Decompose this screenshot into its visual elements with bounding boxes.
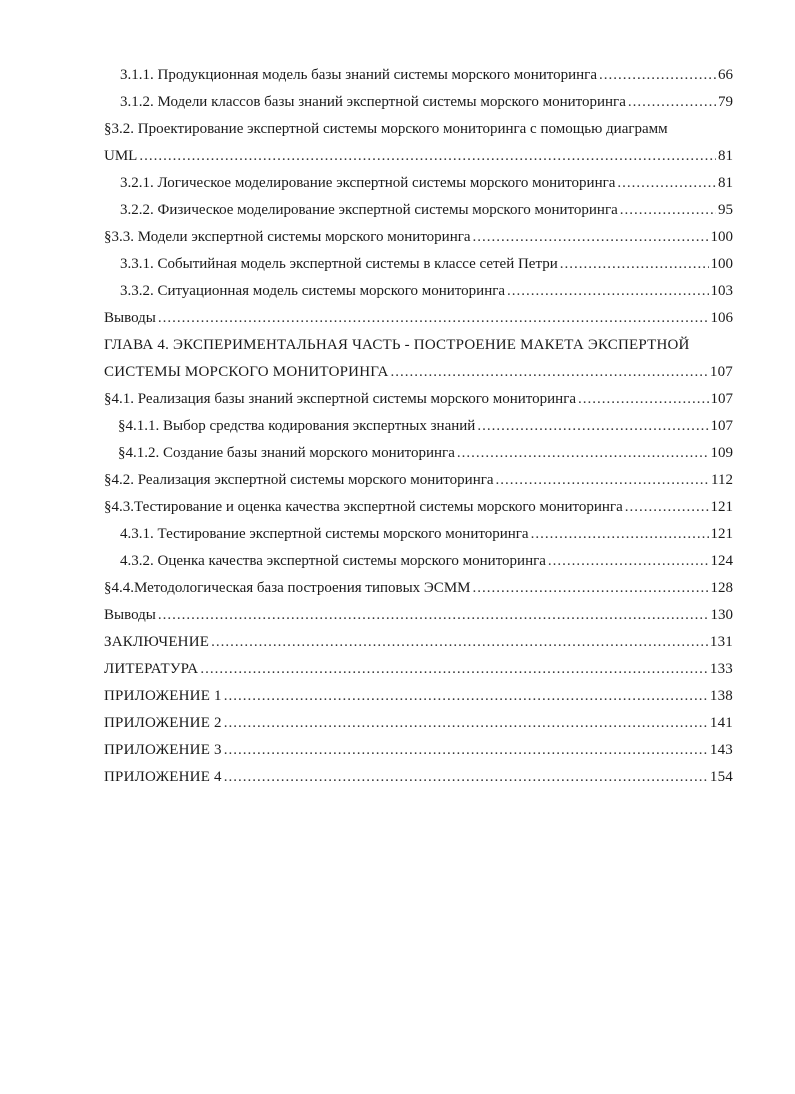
toc-leader-dots	[531, 521, 709, 548]
toc-entry-page: 103	[710, 283, 733, 299]
toc-entry-title: 3.3.2. Ситуационная модель системы морского мониторинга	[120, 283, 506, 299]
toc-entry[interactable]	[104, 494, 733, 521]
toc-leader-dots	[599, 62, 716, 89]
toc-entry[interactable]	[104, 143, 733, 170]
toc-entry-page: 95	[718, 202, 733, 218]
toc-entry-title: UML	[104, 148, 138, 164]
toc-entry-title: ЗАКЛЮЧЕНИЕ	[104, 634, 210, 650]
toc-entry-title: §4.1. Реализация базы знаний экспертной системы морского мониторинга	[104, 391, 577, 407]
toc-leader-dots	[477, 413, 708, 440]
toc-entry[interactable]	[104, 62, 733, 89]
toc-entry[interactable]	[104, 656, 733, 683]
toc-entry-page: 141	[709, 715, 733, 731]
toc-entry-page: 112	[711, 472, 733, 488]
toc-entry-title: СИСТЕМЫ МОРСКОГО МОНИТОРИНГА	[104, 364, 389, 380]
toc-leader-dots	[158, 602, 709, 629]
toc-entry-title: Выводы	[104, 310, 156, 326]
toc-entry[interactable]	[104, 224, 733, 251]
toc-leader-dots	[224, 764, 708, 791]
toc-entry-page: 124	[710, 553, 733, 569]
toc-entry[interactable]	[104, 440, 733, 467]
toc-entry-page: 128	[710, 580, 733, 596]
toc-entry-title: 3.2.1. Логическое моделирование экспертной системы морского мониторинга	[120, 175, 616, 191]
toc-entry[interactable]	[104, 170, 733, 197]
toc-entry-title: 3.1.1. Продукционная модель базы знаний системы морского мониторинга	[120, 67, 597, 83]
toc-entry-page: 131	[709, 634, 733, 650]
toc-entry-title: Выводы	[104, 607, 156, 623]
toc-leader-dots	[224, 683, 708, 710]
toc-leader-dots	[224, 710, 708, 737]
toc-leader-dots	[457, 440, 709, 467]
toc-entry-page: 106	[710, 310, 733, 326]
toc-entry-title: ПРИЛОЖЕНИЕ 2	[104, 715, 222, 731]
toc-leader-dots	[139, 143, 716, 170]
toc-entry-title: 4.3.1. Тестирование экспертной системы морского мониторинга	[120, 526, 529, 542]
toc-entry-title: §4.4.Методологическая база построения типовых ЭСММ	[104, 580, 471, 596]
toc-entry-page: 133	[709, 661, 733, 677]
toc-entry-page: 100	[710, 229, 733, 245]
toc-entry-title: ПРИЛОЖЕНИЕ 1	[104, 688, 222, 704]
toc-leader-dots	[211, 629, 708, 656]
toc-leader-dots	[617, 170, 716, 197]
toc-leader-dots	[200, 656, 708, 683]
toc-entry-page: 138	[709, 688, 733, 704]
toc-entry[interactable]	[104, 710, 733, 737]
toc-entry[interactable]	[104, 116, 733, 143]
toc-entry[interactable]	[104, 359, 733, 386]
toc-entry-page: 79	[718, 94, 733, 110]
toc-entry-page: 107	[710, 391, 733, 407]
toc-entry-page: 81	[718, 148, 733, 164]
toc-leader-dots	[507, 278, 708, 305]
toc-leader-dots	[391, 359, 708, 386]
toc-entry[interactable]	[104, 629, 733, 656]
toc-entry[interactable]	[104, 386, 733, 413]
toc-entry[interactable]	[104, 305, 733, 332]
toc-entry-title: §4.1.1. Выбор средства кодирования экспертных знаний	[118, 418, 476, 434]
toc-entry[interactable]	[104, 89, 733, 116]
toc-entry-title: ПРИЛОЖЕНИЕ 3	[104, 742, 222, 758]
toc-leader-dots	[496, 467, 710, 494]
toc-leader-dots	[625, 494, 709, 521]
toc-entry[interactable]	[104, 602, 733, 629]
table-of-contents	[104, 62, 733, 791]
toc-leader-dots	[560, 251, 709, 278]
toc-entry-page: 121	[710, 526, 733, 542]
toc-entry-title: ПРИЛОЖЕНИЕ 4	[104, 769, 222, 785]
toc-leader-dots	[620, 197, 716, 224]
toc-entry[interactable]	[104, 251, 733, 278]
toc-entry-title: ЛИТЕРАТУРА	[104, 661, 199, 677]
toc-leader-dots	[473, 575, 709, 602]
toc-entry[interactable]	[104, 548, 733, 575]
toc-entry-page: 100	[710, 256, 733, 272]
toc-entry-title: §4.3.Тестирование и оценка качества экспертной системы морского мониторинга	[104, 499, 623, 515]
toc-entry-page: 154	[709, 769, 733, 785]
toc-entry[interactable]	[104, 197, 733, 224]
toc-entry-title: §4.1.2. Создание базы знаний морского мониторинга	[118, 445, 455, 461]
toc-leader-dots	[628, 89, 716, 116]
toc-entry-title: 3.1.2. Модели классов базы знаний экспертной системы морского мониторинга	[120, 94, 626, 110]
toc-entry[interactable]	[104, 521, 733, 548]
toc-entry[interactable]	[104, 575, 733, 602]
toc-entry-title: ГЛАВА 4. ЭКСПЕРИМЕНТАЛЬНАЯ ЧАСТЬ - ПОСТРОЕНИЕ МАКЕТА ЭКСПЕРТНОЙ	[104, 337, 690, 353]
toc-entry[interactable]	[104, 737, 733, 764]
toc-entry-title: 3.3.1. Событийная модель экспертной системы в классе сетей Петри	[120, 256, 558, 272]
toc-entry[interactable]	[104, 413, 733, 440]
toc-entry-page: 107	[710, 418, 733, 434]
toc-leader-dots	[473, 224, 709, 251]
toc-entry-page: 66	[718, 67, 733, 83]
toc-leader-dots	[158, 305, 709, 332]
toc-entry-page: 143	[709, 742, 733, 758]
toc-entry[interactable]	[104, 332, 733, 359]
toc-entry-page: 109	[710, 445, 733, 461]
toc-entry-title: §3.3. Модели экспертной системы морского мониторинга	[104, 229, 471, 245]
toc-entry-page: 130	[710, 607, 733, 623]
toc-leader-dots	[578, 386, 708, 413]
toc-entry-title: 4.3.2. Оценка качества экспертной системы морского мониторинга	[120, 553, 546, 569]
toc-entry-page: 81	[718, 175, 733, 191]
toc-leader-dots	[548, 548, 709, 575]
toc-entry[interactable]	[104, 764, 733, 791]
toc-entry-title: §3.2. Проектирование экспертной системы морского мониторинга с помощью диаграмм	[104, 121, 668, 137]
toc-entry[interactable]	[104, 278, 733, 305]
toc-entry[interactable]	[104, 683, 733, 710]
toc-entry-title: §4.2. Реализация экспертной системы морского мониторинга	[104, 472, 494, 488]
toc-leader-dots	[224, 737, 708, 764]
toc-entry[interactable]	[104, 467, 733, 494]
toc-entry-title: 3.2.2. Физическое моделирование экспертной системы морского мониторинга	[120, 202, 618, 218]
toc-entry-page: 107	[709, 364, 733, 380]
toc-entry-page: 121	[710, 499, 733, 515]
